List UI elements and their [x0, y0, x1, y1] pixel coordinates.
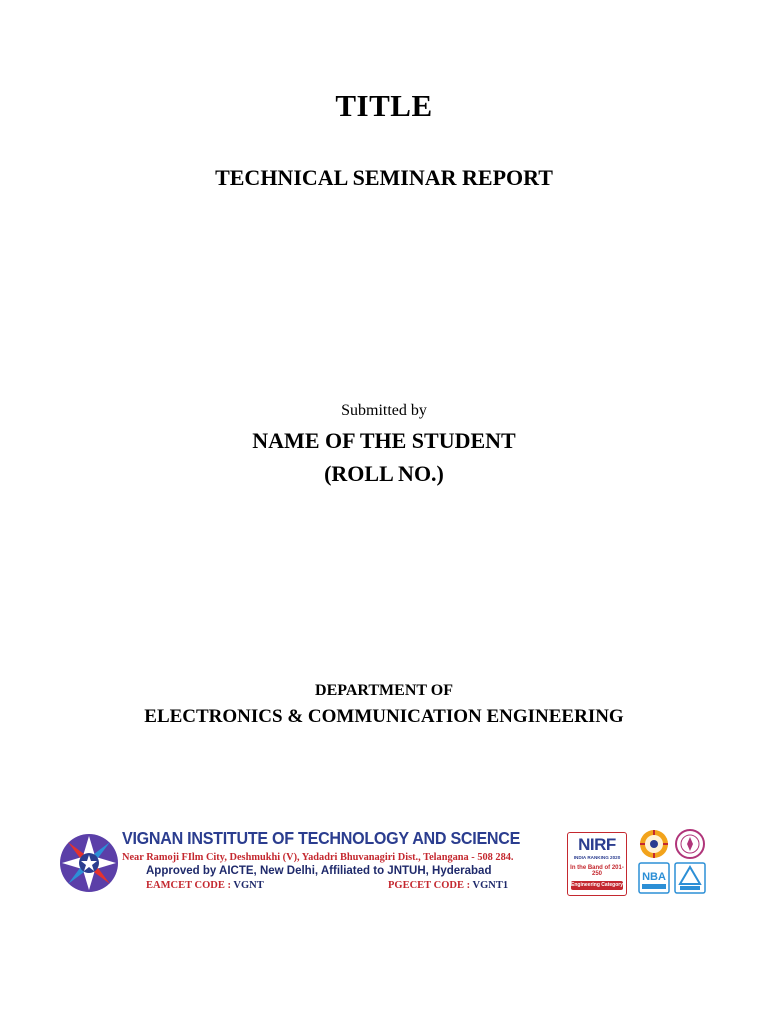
submitted-by-label: Submitted by	[341, 402, 427, 419]
nirf-category: Engineering Category	[571, 882, 623, 888]
pgecet-label: PGECET CODE :	[388, 880, 473, 891]
eamcet-label: EAMCET CODE :	[146, 880, 234, 891]
nirf-badge	[567, 832, 627, 896]
nirf-ranking: INDIA RANKING 2020	[573, 855, 621, 860]
iso-cert-icon	[674, 862, 706, 894]
nba-logo-icon	[638, 862, 670, 894]
department-name: ELECTRONICS & COMMUNICATION ENGINEERING	[144, 706, 624, 727]
pgecet-code	[388, 880, 508, 891]
department-label: DEPARTMENT OF	[315, 682, 453, 699]
nba-logo-label: NBA	[642, 871, 666, 883]
eamcet-value: VGNT	[233, 880, 264, 891]
institute-address: Near Ramoji FIlm City, Deshmukhi (V), Yadadri Bhuvanagiri Dist., Telangana - 508 284.	[122, 851, 514, 863]
university-seal-icon	[674, 828, 706, 860]
report-title: TITLE	[335, 88, 433, 123]
nirf-name: NIRF	[578, 835, 616, 854]
aicte-logo-icon	[638, 828, 670, 860]
report-subtitle: TECHNICAL SEMINAR REPORT	[215, 165, 553, 190]
institute-banner	[58, 826, 710, 898]
eamcet-code	[146, 880, 264, 891]
institute-name: VIGNAN INSTITUTE OF TECHNOLOGY AND SCIENCE	[122, 828, 521, 848]
roll-number: (ROLL NO.)	[324, 461, 444, 486]
student-name: NAME OF THE STUDENT	[252, 428, 516, 453]
pgecet-value: VGNT1	[472, 880, 509, 891]
vignan-logo-icon	[58, 832, 120, 894]
institute-approval: Approved by AICTE, New Delhi, Affiliated to JNTUH, Hyderabad	[146, 865, 492, 877]
nirf-band: In the Band of 201-250	[570, 865, 624, 877]
